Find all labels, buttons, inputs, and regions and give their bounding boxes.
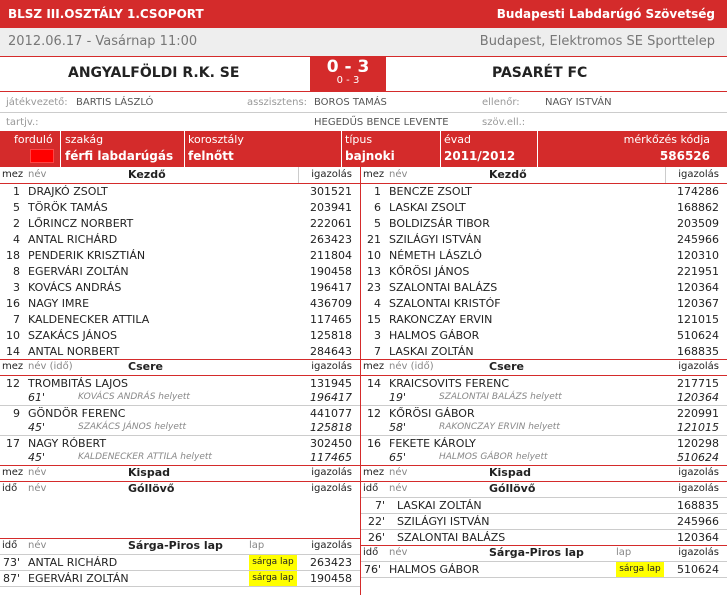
replaced-player: HALMOS GÁBOR helyett [439,452,548,462]
scorer-registration: 245966 [677,515,719,528]
player-name: RAKONCZAY ERVIN [389,313,493,326]
row-divider [0,554,360,555]
card-time: 76' [363,563,381,576]
shirt-number: 5 [374,217,381,230]
player-registration: 441077 [310,407,352,420]
match-meta-bar [0,28,727,56]
federation-name: Budapesti Labdarúgó Szövetség [496,7,715,21]
row-divider [0,359,360,360]
player-name: DRAJKÓ ZSOLT [28,185,108,198]
row-divider [361,375,727,376]
player-name: SZILÁGYI ISTVÁN [389,233,482,246]
shirt-number: 12 [367,407,381,420]
shirt-number: 17 [6,437,20,450]
player-name: ANTAL RICHÁRD [28,233,118,246]
match-date: 2012.06.17 - Vasárnap 11:00 [8,34,198,49]
competition-header [0,0,727,28]
registration-header: igazolás [311,361,352,372]
away-team-column [361,167,727,598]
shirt-number: 7 [13,313,20,326]
registration-header: igazolás [678,169,719,180]
name-header: név [389,169,408,180]
row-divider [361,359,727,360]
type-value: bajnoki [345,149,395,163]
row-divider [361,561,727,562]
shirt-number: 14 [6,345,20,358]
shirt-number: 9 [13,407,20,420]
row-divider [0,465,360,466]
goal-time: 22' [367,515,385,528]
referee-label: játékvezető: [6,97,68,108]
replaced-player: SZALONTAI BALÁZS helyett [439,392,562,402]
yellow-card-badge: sárga lap [249,555,297,570]
row-divider [0,375,360,376]
round-label: forduló [14,133,53,146]
score-box [310,56,386,92]
shirt-number: 12 [6,377,20,390]
starters-title: Kezdő [489,168,527,181]
name-header: név [28,540,47,551]
shirt-number: 14 [367,377,381,390]
home-team-column [0,167,360,598]
player-registration: 125818 [310,329,352,342]
replaced-player: KOVÁCS ANDRÁS helyett [78,392,190,402]
row-divider [361,577,727,578]
row-divider [0,586,360,587]
code-label: mérkőzés kódja [623,133,710,146]
name-time-header: név (idő) [389,361,434,372]
mez-header: mez [363,361,385,372]
scorer-name: SZILÁGYI ISTVÁN [397,515,490,528]
player-name: KRAICSOVITS FERENC [389,377,510,390]
name-header: név [389,483,408,494]
replaced-registration: 121015 [677,421,719,434]
player-registration: 221951 [677,265,719,278]
player-registration: 117465 [310,313,352,326]
scorers-title: Góllövő [128,482,175,495]
name-time-header: név (idő) [28,361,73,372]
mez-header: mez [2,361,24,372]
shirt-number: 4 [374,297,381,310]
mez-header: mez [2,169,24,180]
player-name: NÉMETH LÁSZLÓ [389,249,482,262]
age-value: felnőtt [188,149,234,163]
sub-time: 65' [389,451,407,464]
player-name: NAGY RÓBERT [28,437,107,450]
type-label: típus [345,133,373,146]
registration-header: igazolás [678,467,719,478]
mez-header: mez [2,467,24,478]
tartjv-label: tartjv.: [6,117,39,128]
replaced-player: SZAKÁCS JÁNOS helyett [78,422,186,432]
row-divider [361,529,727,530]
name-header: név [389,467,408,478]
shirt-number: 21 [367,233,381,246]
replaced-player: RAKONCZAY ERVIN helyett [439,422,560,432]
row-divider [0,183,360,184]
registration-header: igazolás [311,467,352,478]
player-registration: 120298 [677,437,719,450]
scorer-name: SZALONTAI BALÁZS [397,531,506,544]
replaced-registration: 125818 [310,421,352,434]
substitutes-title: Csere [489,360,524,373]
replaced-player: KALDENECKER ATTILA helyett [78,452,212,462]
player-registration: 168862 [677,201,719,214]
shirt-number: 3 [374,329,381,342]
player-name: SZAKÁCS JÁNOS [28,329,117,342]
name-header: név [28,483,47,494]
player-name: PENDERIK KRISZTIÁN [28,249,146,262]
player-name: LŐRINCZ NORBERT [28,217,134,230]
card-time: 87' [2,572,20,585]
shirt-number: 10 [6,329,20,342]
divider [60,131,61,167]
player-registration: 121015 [677,313,719,326]
player-name: KOVÁCS ANDRÁS [28,281,122,294]
shirt-number: 10 [367,249,381,262]
player-name: LASKAI ZOLTÁN [389,345,474,358]
substitutes-title: Csere [128,360,163,373]
branch-label: szakág [65,133,104,146]
branch-value: férfi labdarúgás [65,149,174,163]
replaced-registration: 196417 [310,391,352,404]
player-registration: 217715 [677,377,719,390]
scorer-registration: 168835 [677,499,719,512]
card-player-registration: 510624 [677,563,719,576]
row-divider [361,497,727,498]
shirt-number: 16 [6,297,20,310]
divider [537,131,538,167]
cards-title: Sárga-Piros lap [489,546,584,559]
player-name: LASKAI ZSOLT [389,201,466,214]
player-name: BENCZE ZSOLT [389,185,472,198]
season-label: évad [444,133,472,146]
competition-title: BLSZ III.OSZTÁLY 1.CSOPORT [8,7,204,21]
player-name: EGERVÁRI ZOLTÁN [28,265,129,278]
shirt-number: 2 [13,217,20,230]
player-name: KALDENECKER ATTILA [28,313,150,326]
player-name: BOLDIZSÁR TIBOR [389,217,490,230]
player-registration: 203941 [310,201,352,214]
row-divider [361,435,727,436]
away-team-name: PASARÉT FC [492,65,588,81]
mez-header: mez [363,467,385,478]
season-value: 2011/2012 [444,149,516,163]
player-registration: 120364 [677,281,719,294]
sub-time: 45' [28,451,46,464]
scorers-title: Góllövő [489,482,536,495]
match-info-bar [0,131,727,167]
divider [440,131,441,167]
final-score: 0 - 3 [326,57,370,77]
player-registration: 263423 [310,233,352,246]
player-name: KŐRÖSI JÁNOS [389,265,470,278]
player-registration: 301521 [310,185,352,198]
card-player-registration: 190458 [310,572,352,585]
player-name: FEKETE KÁROLY [389,437,476,450]
player-registration: 131945 [310,377,352,390]
age-label: korosztály [188,133,244,146]
registration-header: igazolás [311,169,352,180]
time-header: idő [2,483,18,494]
shirt-number: 7 [374,345,381,358]
shirt-number: 5 [13,201,20,214]
goal-time: 26' [367,531,385,544]
player-registration: 245966 [677,233,719,246]
home-team-name: ANGYALFÖLDI R.K. SE [68,65,240,81]
player-registration: 302450 [310,437,352,450]
column-divider [298,167,299,183]
row-divider [0,570,360,571]
row-divider [361,481,727,482]
row-divider [361,405,727,406]
player-registration: 436709 [310,297,352,310]
assistants-label: asszisztens: [247,97,308,108]
controller-name: NAGY ISTVÁN [545,97,612,108]
code-value: 586526 [659,149,710,163]
player-registration: 510624 [677,329,719,342]
player-name: ANTAL NORBERT [28,345,120,358]
player-registration: 220991 [677,407,719,420]
yellow-card-badge: sárga lap [249,571,297,586]
cards-title: Sárga-Piros lap [128,539,223,552]
sub-time: 58' [389,421,407,434]
card-time: 73' [2,556,20,569]
divider [341,131,342,167]
player-registration: 222061 [310,217,352,230]
shirt-number: 16 [367,437,381,450]
replaced-registration: 120364 [677,391,719,404]
shirt-number: 1 [374,185,381,198]
player-registration: 120310 [677,249,719,262]
szovell-label: szöv.ell.: [482,117,526,128]
player-registration: 284643 [310,345,352,358]
player-registration: 168835 [677,345,719,358]
controller-label: ellenőr: [482,97,520,108]
player-registration: 203509 [677,217,719,230]
bench-title: Kispad [489,466,532,479]
player-name: HALMOS GÁBOR [389,329,480,342]
name-header: név [389,547,408,558]
card-header: lap [616,547,632,558]
player-name: TROMBITÁS LAJOS [28,377,128,390]
card-player-name: HALMOS GÁBOR [389,563,480,576]
card-header: lap [249,540,265,551]
time-header: idő [363,483,379,494]
replaced-registration: 117465 [310,451,352,464]
referee-name: BARTIS LÁSZLÓ [76,97,154,108]
row-divider [361,183,727,184]
starters-title: Kezdő [128,168,166,181]
row-divider [361,465,727,466]
player-name: SZALONTAI BALÁZS [389,281,498,294]
sub-time: 19' [389,391,407,404]
name-header: név [28,467,47,478]
player-registration: 120367 [677,297,719,310]
card-player-name: ANTAL RICHÁRD [28,556,118,569]
registration-header: igazolás [678,547,719,558]
shirt-number: 18 [6,249,20,262]
column-divider [665,167,666,183]
player-registration: 196417 [310,281,352,294]
row-divider [361,513,727,514]
time-header: idő [2,540,18,551]
shirt-number: 13 [367,265,381,278]
registration-header: igazolás [678,483,719,494]
registration-header: igazolás [311,483,352,494]
time-header: idő [363,547,379,558]
player-name: NAGY IMRE [28,297,90,310]
divider [0,112,727,113]
row-divider [0,405,360,406]
card-player-registration: 263423 [310,556,352,569]
bench-title: Kispad [128,466,171,479]
name-header: név [28,169,47,180]
row-divider [0,435,360,436]
registration-header: igazolás [311,540,352,551]
match-venue: Budapest, Elektromos SE Sporttelep [479,34,715,49]
replaced-registration: 510624 [677,451,719,464]
player-registration: 190458 [310,265,352,278]
halftime-score: 0 - 3 [336,75,360,86]
shirt-number: 8 [13,265,20,278]
card-player-name: EGERVÁRI ZOLTÁN [28,572,129,585]
yellow-card-badge: sárga lap [616,562,664,577]
shirt-number: 23 [367,281,381,294]
mez-header: mez [363,169,385,180]
player-registration: 211804 [310,249,352,262]
player-name: KŐRÖSI GÁBOR [389,407,475,420]
shirt-number: 4 [13,233,20,246]
row-divider [0,481,360,482]
player-name: TÖRÖK TAMÁS [28,201,108,214]
shirt-number: 6 [374,201,381,214]
assistant-1-name: BOROS TAMÁS [314,97,387,108]
shirt-number: 1 [13,185,20,198]
registration-header: igazolás [678,361,719,372]
scorer-registration: 120364 [677,531,719,544]
divider [0,91,727,92]
shirt-number: 3 [13,281,20,294]
sub-time: 45' [28,421,46,434]
player-registration: 174286 [677,185,719,198]
divider [184,131,185,167]
scorer-name: LASKAI ZOLTÁN [397,499,482,512]
player-name: SZALONTAI KRISTÓF [389,297,501,310]
round-value-redacted [30,149,54,163]
assistant-2-name: HEGEDŰS BENCE LEVENTE [314,117,449,128]
player-name: GÖNDÖR FERENC [28,407,126,420]
goal-time: 7' [374,499,385,512]
shirt-number: 15 [367,313,381,326]
sub-time: 61' [28,391,46,404]
